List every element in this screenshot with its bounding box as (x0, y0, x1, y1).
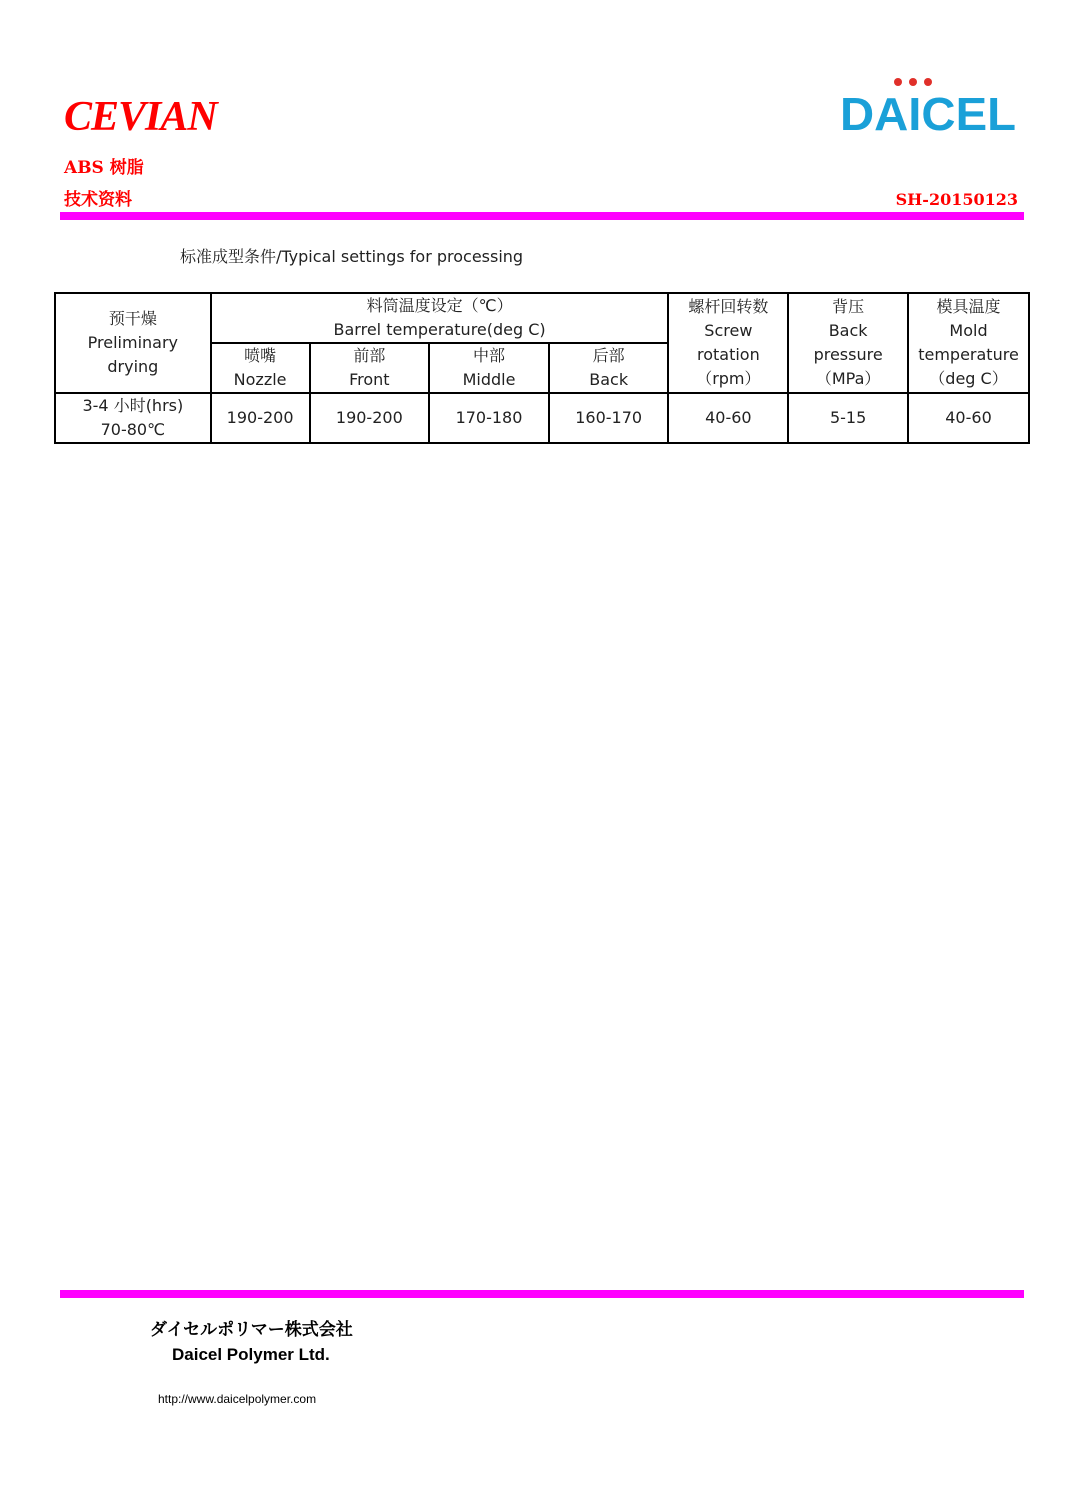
value-drying: 3-4 小时(hrs) 70-80℃ (55, 393, 211, 443)
company-website-link[interactable]: http://www.daicelpolymer.com (158, 1392, 317, 1406)
document-number: SH-20150123 (895, 190, 1018, 209)
value-nozzle: 190-200 (211, 393, 310, 443)
header-back-pressure: 背压 Back pressure （MPa） (788, 293, 908, 393)
brand-title: CEVIAN (64, 94, 217, 140)
product-subtitle: ABS 树脂 (64, 158, 144, 178)
header-drying: 预干燥 Preliminary drying (55, 293, 211, 393)
header-nozzle: 喷嘴 Nozzle (211, 343, 310, 393)
company-name-english: Daicel Polymer Ltd. (172, 1345, 330, 1364)
svg-text:DAICEL: DAICEL (840, 88, 1016, 136)
value-back-pressure: 5-15 (788, 393, 908, 443)
table-row (55, 393, 1029, 443)
header-front: 前部 Front (310, 343, 430, 393)
daicel-logo (838, 76, 1018, 136)
header-mold-temperature: 模具温度 Mold temperature （deg C） (908, 293, 1029, 393)
processing-settings-table (54, 292, 1030, 444)
footer-divider (60, 1290, 1024, 1298)
header-back: 后部 Back (549, 343, 669, 393)
value-screw-rotation: 40-60 (668, 393, 788, 443)
table-caption: 标准成型条件/Typical settings for processing (180, 247, 524, 266)
header-screw-rotation: 螺杆回转数 Screw rotation （rpm） (668, 293, 788, 393)
value-middle: 170-180 (429, 393, 549, 443)
header-barrel-temperature: 料筒温度设定（℃） Barrel temperature(deg C) (211, 293, 669, 343)
document-type: 技术资料 (64, 190, 132, 210)
header-divider (60, 212, 1024, 220)
value-mold-temperature: 40-60 (908, 393, 1029, 443)
company-name-japanese: ダイセルポリマー株式会社 (150, 1320, 353, 1340)
header-middle: 中部 Middle (429, 343, 549, 393)
value-front: 190-200 (310, 393, 430, 443)
value-back: 160-170 (549, 393, 669, 443)
